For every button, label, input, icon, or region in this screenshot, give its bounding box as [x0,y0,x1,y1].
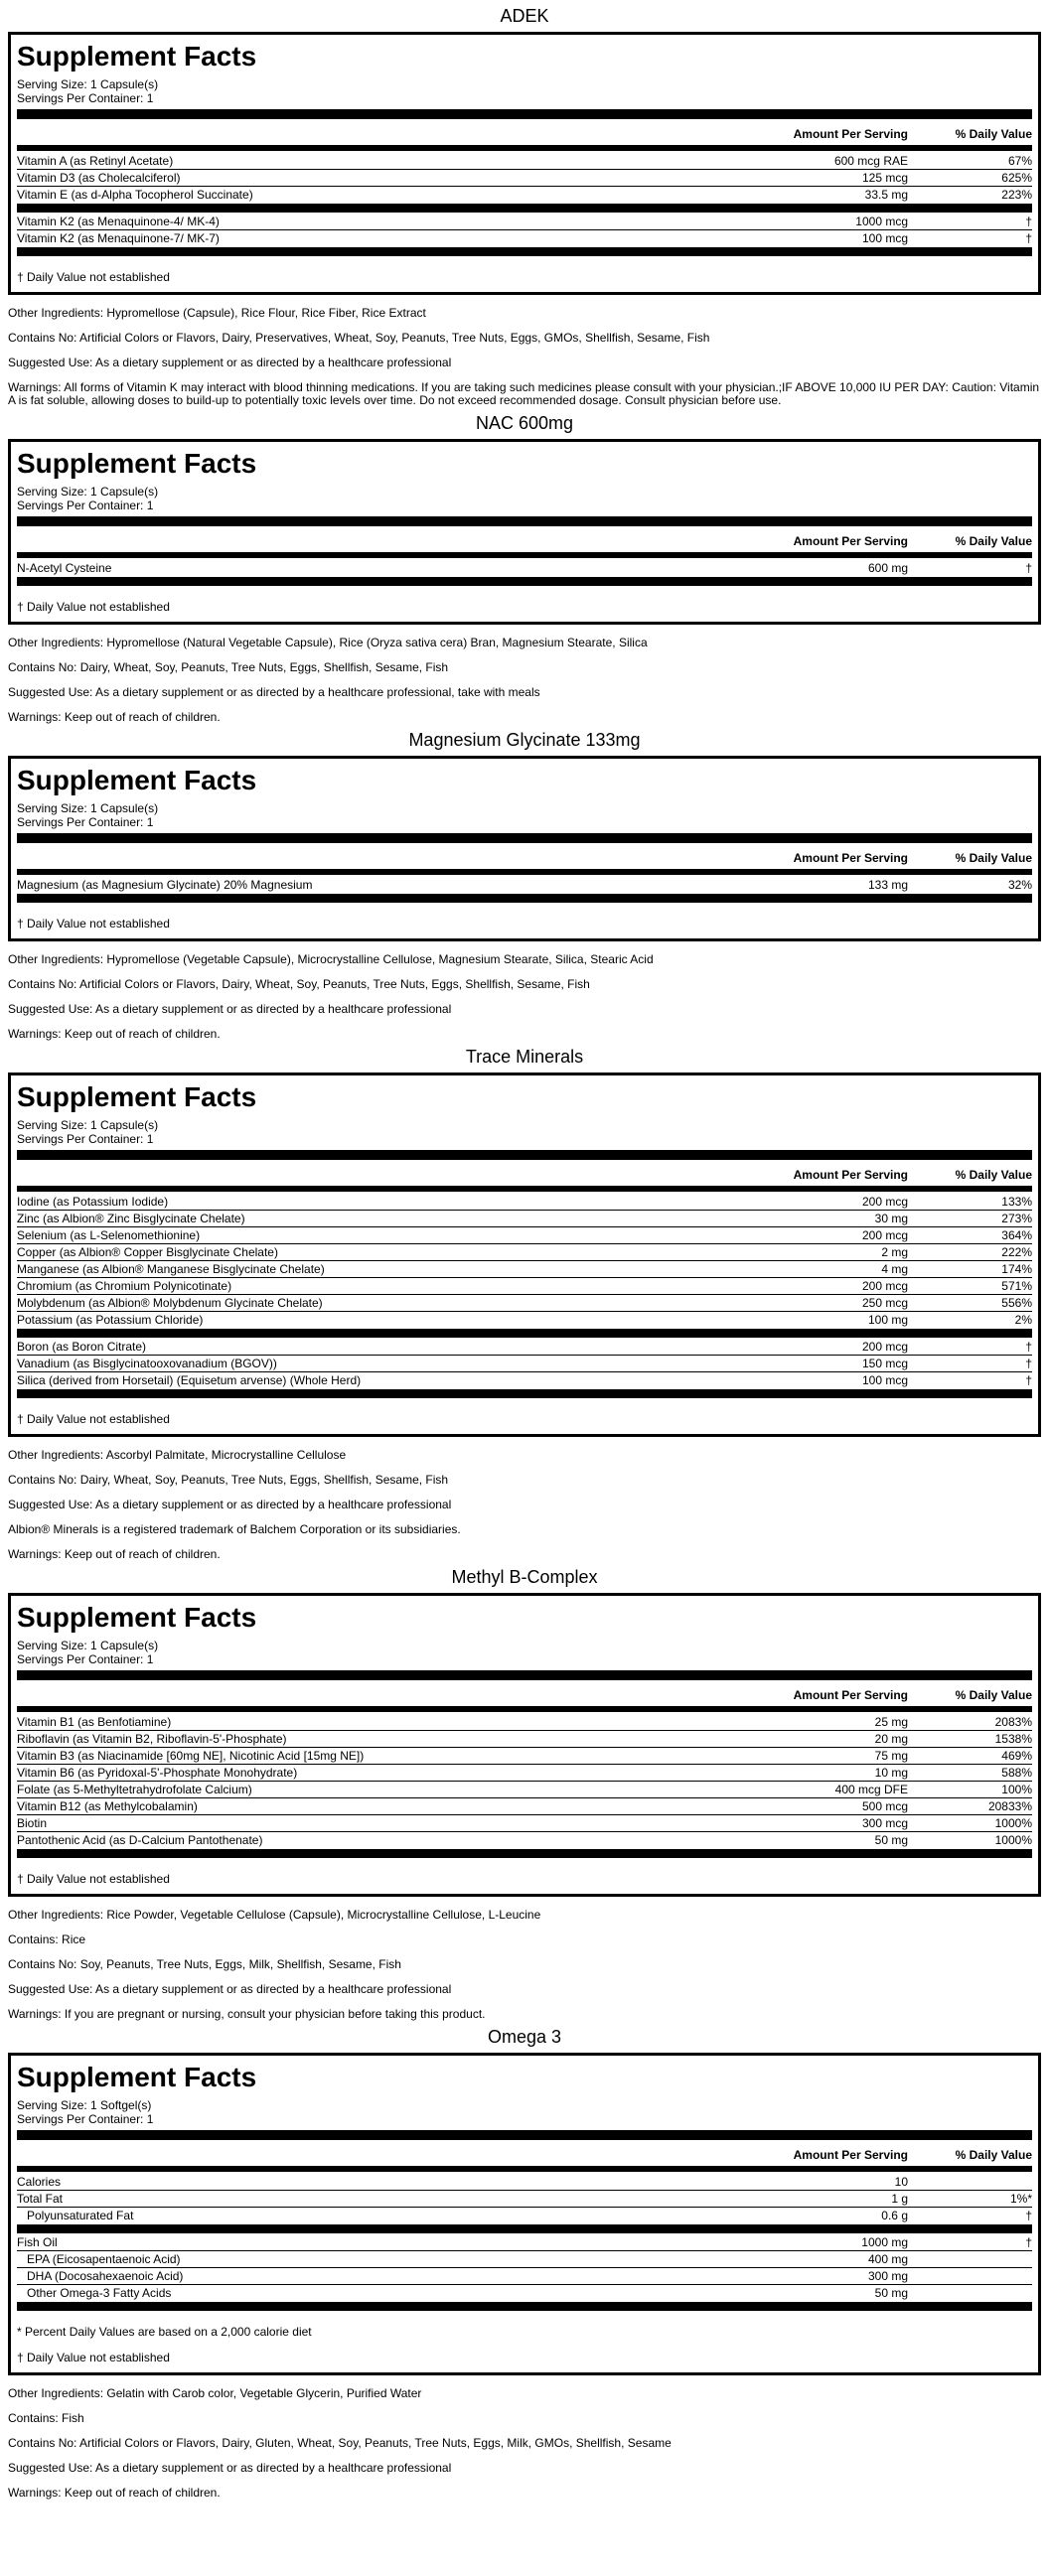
column-header-daily-value: % Daily Value [955,127,1032,141]
facts-title: Supplement Facts [17,41,257,72]
column-header-amount: Amount Per Serving [793,2148,908,2162]
nutrient-daily-value: 1%* [1009,2192,1032,2206]
facts-title: Supplement Facts [17,1602,257,1633]
product-notes [0,1449,1049,1561]
nutrient-daily-value: 273% [1001,1212,1032,1225]
servings-per-container: Servings Per Container: 1 [17,91,154,105]
nutrient-row [17,1731,1032,1748]
nutrient-amount: 33.5 mg [864,188,908,202]
nutrient-daily-value: 2% [1014,1313,1032,1327]
column-header-row [17,1684,1032,1703]
nutrient-amount: 1 g [891,2192,908,2206]
note-text: Other Ingredients: Hypromellose (Vegetable Capsule), Microcrystalline Cellulose, Magnesium Stearate, Silica, Stearic Acid [8,952,654,966]
nutrient-row [17,1295,1032,1312]
nutrient-name: N-Acetyl Cysteine [17,561,112,575]
facts-title: Supplement Facts [17,765,257,795]
nutrient-row [17,214,1032,230]
nutrient-row [17,1261,1032,1278]
nutrient-name: Biotin [17,1816,48,1830]
nutrient-name: Total Fat [17,2192,64,2206]
nutrient-amount: 600 mg [867,561,908,575]
divider-medium [17,1706,1032,1712]
nutrient-row [17,230,1032,246]
note-text: Contains No: Artificial Colors or Flavors, Dairy, Wheat, Soy, Peanuts, Tree Nuts, Eggs, Shellfish, Sesame, Fish [8,977,590,991]
divider-thick [17,833,1032,843]
nutrient-name: EPA (Eicosapentaenoic Acid) [27,2252,181,2266]
column-header-spacer [17,1688,779,1703]
nutrient-name: Pantothenic Acid (as D-Calcium Pantothenate) [17,1833,263,1847]
note-text: Other Ingredients: Ascorbyl Palmitate, Microcrystalline Cellulose [8,1448,347,1462]
nutrient-name: Riboflavin (as Vitamin B2, Riboflavin-5'-Phosphate) [17,1732,287,1746]
nutrient-amount: 100 mcg [861,231,908,245]
product-title: Omega 3 [487,2027,562,2047]
nutrient-row [17,1832,1032,1848]
nutrient-name: DHA (Docosahexaenoic Acid) [27,2269,184,2283]
nutrient-daily-value: 1538% [994,1732,1032,1746]
note-text: Contains No: Dairy, Wheat, Soy, Peanuts, Tree Nuts, Eggs, Shellfish, Sesame, Fish [8,660,449,674]
product-section [0,2025,1049,2500]
nutrient-amount: 10 [894,2175,908,2189]
divider-thick [17,109,1032,119]
column-header-row [17,2144,1032,2163]
supplement-facts-panel [8,439,1041,625]
nutrient-daily-value: 32% [1007,878,1032,892]
nutrient-row [17,2285,1032,2301]
column-header-amount: Amount Per Serving [793,1688,908,1702]
serving-size: Serving Size: 1 Capsule(s) [17,77,159,91]
nutrient-name: Calories [17,2175,62,2189]
nutrient-daily-value: 223% [1001,188,1032,202]
nutrient-amount: 400 mcg DFE [834,1783,908,1796]
divider-thick [17,1670,1032,1680]
column-header-daily-value: % Daily Value [955,1688,1032,1702]
nutrient-daily-value [908,2252,1032,2267]
nutrient-daily-value: 67% [1007,154,1032,168]
nutrient-amount: 20 mg [874,1732,908,1746]
divider-medium [17,145,1032,151]
divider-thick [17,1150,1032,1160]
footnote-daily-value: † Daily Value not established [17,1412,170,1426]
nutrient-name: Chromium (as Chromium Polynicotinate) [17,1279,232,1293]
nutrient-daily-value [908,2269,1032,2284]
nutrient-name: Vitamin K2 (as Menaquinone-4/ MK-4) [17,215,220,228]
note-text: Contains: Fish [8,2411,84,2425]
nutrient-amount: 100 mcg [861,1373,908,1387]
servings-per-container: Servings Per Container: 1 [17,499,154,512]
nutrient-daily-value: 625% [1001,171,1032,185]
nutrient-row [17,1278,1032,1295]
note-text: Warnings: Keep out of reach of children. [8,1027,221,1041]
nutrient-amount: 125 mcg [861,171,908,185]
nutrient-daily-value: † [1025,561,1032,575]
divider-thick [17,516,1032,526]
nutrient-daily-value: 2083% [994,1715,1032,1729]
nutrient-row [17,2234,1032,2251]
product-section [0,728,1049,1041]
note-text: Other Ingredients: Gelatin with Carob color, Vegetable Glycerin, Purified Water [8,2386,422,2400]
product-notes [0,2387,1049,2500]
nutrient-row [17,1714,1032,1731]
nutrient-name: Vitamin B12 (as Methylcobalamin) [17,1799,198,1813]
nutrient-name: Copper (as Albion® Copper Bisglycinate Chelate) [17,1245,278,1259]
note-text: Suggested Use: As a dietary supplement or as directed by a healthcare professional [8,356,452,369]
note-text: Suggested Use: As a dietary supplement or as directed by a healthcare professional [8,2461,452,2475]
divider-section [17,577,1032,586]
nutrient-row [17,1782,1032,1798]
nutrient-amount: 200 mcg [861,1195,908,1209]
nutrient-daily-value [908,2175,1032,2190]
divider-medium [17,869,1032,875]
nutrient-amount: 300 mg [867,2269,908,2283]
column-header-daily-value: % Daily Value [955,2148,1032,2162]
product-title: ADEK [500,6,549,26]
nutrient-name: Other Omega-3 Fatty Acids [27,2286,172,2300]
nutrient-amount: 100 mg [867,1313,908,1327]
note-text: Contains No: Artificial Colors or Flavors, Dairy, Gluten, Wheat, Soy, Peanuts, Tree Nuts, Eggs, Milk, GMOs, Shellfish, Sesame [8,2436,672,2450]
nutrient-name: Vitamin K2 (as Menaquinone-7/ MK-7) [17,231,220,245]
footnote-daily-value: † Daily Value not established [17,270,170,284]
footnote-daily-value: † Daily Value not established [17,600,170,614]
serving-size: Serving Size: 1 Softgel(s) [17,2098,152,2112]
nutrient-amount: 25 mg [874,1715,908,1729]
servings-per-container: Servings Per Container: 1 [17,815,154,829]
nutrient-name: Vanadium (as Bisglycinatooxovanadium (BGOV)) [17,1357,277,1370]
column-header-daily-value: % Daily Value [955,851,1032,865]
nutrient-amount: 10 mg [874,1766,908,1780]
note-text: Contains No: Dairy, Wheat, Soy, Peanuts, Tree Nuts, Eggs, Shellfish, Sesame, Fish [8,1473,449,1487]
nutrient-name: Selenium (as L-Selenomethionine) [17,1228,201,1242]
divider-section [17,1389,1032,1398]
serving-size: Serving Size: 1 Capsule(s) [17,1639,159,1652]
nutrient-daily-value: 1000% [994,1816,1032,1830]
nutrient-amount: 4 mg [881,1262,908,1276]
column-header-row [17,1164,1032,1183]
nutrient-daily-value: † [1025,1357,1032,1370]
nutrient-daily-value: 1000% [994,1833,1032,1847]
nutrient-daily-value: 20833% [987,1799,1032,1813]
nutrient-name: Magnesium (as Magnesium Glycinate) 20% Magnesium [17,878,313,892]
note-text: Contains No: Soy, Peanuts, Tree Nuts, Eggs, Milk, Shellfish, Sesame, Fish [8,1957,401,1971]
column-header-amount: Amount Per Serving [793,534,908,548]
footnote: * Percent Daily Values are based on a 2,000 calorie diet [17,2325,312,2339]
column-header-spacer [17,1168,779,1183]
column-header-spacer [17,127,779,142]
nutrient-amount: 50 mg [874,2286,908,2300]
facts-title: Supplement Facts [17,448,257,479]
nutrient-row [17,2191,1032,2208]
nutrient-amount: 200 mcg [861,1340,908,1354]
nutrient-row [17,1748,1032,1765]
column-header-row [17,123,1032,142]
note-text: Warnings: Keep out of reach of children. [8,710,221,724]
supplement-facts-panel [8,756,1041,941]
nutrient-amount: 200 mcg [861,1279,908,1293]
column-header-amount: Amount Per Serving [793,1168,908,1182]
note-text: Other Ingredients: Hypromellose (Capsule), Rice Flour, Rice Fiber, Rice Extract [8,306,426,320]
nutrient-amount: 1000 mcg [855,215,908,228]
column-header-spacer [17,851,779,866]
nutrient-amount: 300 mcg [861,1816,908,1830]
nutrient-daily-value: 174% [1001,1262,1032,1276]
nutrient-row [17,170,1032,187]
nutrient-amount: 1000 mg [861,2235,908,2249]
note-text: Suggested Use: As a dietary supplement or as directed by a healthcare professional [8,1002,452,1016]
nutrient-row [17,2174,1032,2191]
supplement-facts-document [0,4,1049,2500]
nutrient-name: Silica (derived from Horsetail) (Equisetum arvense) (Whole Herd) [17,1373,362,1387]
nutrient-amount: 150 mcg [861,1357,908,1370]
nutrient-daily-value: † [1025,215,1032,228]
nutrient-row [17,1194,1032,1211]
nutrient-daily-value: 571% [1001,1279,1032,1293]
nutrient-row [17,1312,1032,1328]
nutrient-name: Vitamin B1 (as Benfotiamine) [17,1715,172,1729]
note-text: Contains: Rice [8,1932,86,1946]
product-notes [0,307,1049,407]
nutrient-row [17,1356,1032,1372]
product-section [0,1045,1049,1561]
nutrient-name: Folate (as 5-Methyltetrahydrofolate Calcium) [17,1783,252,1796]
nutrient-name: Manganese (as Albion® Manganese Bisglycinate Chelate) [17,1262,325,1276]
divider-section [17,2302,1032,2311]
divider-section [17,894,1032,903]
divider-medium [17,2166,1032,2172]
nutrient-amount: 133 mg [867,878,908,892]
nutrient-daily-value: 133% [1001,1195,1032,1209]
nutrient-amount: 400 mg [867,2252,908,2266]
column-header-daily-value: % Daily Value [955,534,1032,548]
nutrient-row [17,1765,1032,1782]
nutrient-row [17,153,1032,170]
column-header-daily-value: % Daily Value [955,1168,1032,1182]
nutrient-name: Potassium (as Potassium Chloride) [17,1313,204,1327]
nutrient-name: Molybdenum (as Albion® Molybdenum Glycinate Chelate) [17,1296,323,1310]
nutrient-row [17,1815,1032,1832]
note-text: Albion® Minerals is a registered trademark of Balchem Corporation or its subsidiaries. [8,1522,461,1536]
nutrient-name: Vitamin D3 (as Cholecalciferol) [17,171,181,185]
nutrient-daily-value: 588% [1001,1766,1032,1780]
nutrient-daily-value: 222% [1001,1245,1032,1259]
nutrient-daily-value: † [1025,1340,1032,1354]
nutrient-daily-value: † [1025,231,1032,245]
nutrient-row [17,560,1032,576]
note-text: Suggested Use: As a dietary supplement or as directed by a healthcare professional [8,1498,452,1511]
nutrient-daily-value: † [1025,1373,1032,1387]
product-notes [0,953,1049,1041]
nutrient-row [17,877,1032,893]
nutrient-row [17,1244,1032,1261]
nutrient-name: Vitamin B6 (as Pyridoxal-5'-Phosphate Monohydrate) [17,1766,298,1780]
divider-medium [17,1186,1032,1192]
nutrient-daily-value: † [1025,2209,1032,2222]
footnote-daily-value: † Daily Value not established [17,1872,170,1886]
serving-size: Serving Size: 1 Capsule(s) [17,801,159,815]
serving-size: Serving Size: 1 Capsule(s) [17,485,159,499]
nutrient-amount: 75 mg [874,1749,908,1763]
divider-thick [17,2130,1032,2140]
nutrient-row [17,1227,1032,1244]
nutrient-row [17,1372,1032,1388]
nutrient-row [17,2208,1032,2223]
divider-section [17,247,1032,256]
nutrient-name: Iodine (as Potassium Iodide) [17,1195,169,1209]
note-text: Warnings: All forms of Vitamin K may interact with blood thinning medications. If you are taking such medicines please consult with your physician.;IF ABOVE 10,000 IU PER DAY: Caution: Vitamin A is fat soluble, allowing doses to build-up to potentially toxic levels over time. Do not exceed recommended dosage. Consult physician before use. [8,380,1040,407]
divider-section [17,1329,1032,1338]
divider-medium [17,552,1032,558]
product-section [0,1565,1049,2021]
nutrient-daily-value: 556% [1001,1296,1032,1310]
nutrient-row [17,2268,1032,2285]
supplement-facts-panel [8,2053,1041,2375]
nutrient-daily-value: 100% [1001,1783,1032,1796]
product-section [0,411,1049,724]
nutrient-daily-value: 364% [1001,1228,1032,1242]
nutrient-name: Vitamin A (as Retinyl Acetate) [17,154,174,168]
nutrient-daily-value: 469% [1001,1749,1032,1763]
servings-per-container: Servings Per Container: 1 [17,1652,154,1666]
facts-title: Supplement Facts [17,1081,257,1112]
nutrient-daily-value [908,2286,1032,2301]
note-text: Other Ingredients: Rice Powder, Vegetable Cellulose (Capsule), Microcrystalline Cellulose, L-Leucine [8,1908,541,1922]
nutrient-amount: 50 mg [874,1833,908,1847]
note-text: Other Ingredients: Hypromellose (Natural Vegetable Capsule), Rice (Oryza sativa cera) Bran, Magnesium Stearate, Silica [8,636,648,649]
column-header-amount: Amount Per Serving [793,127,908,141]
product-notes [0,637,1049,724]
column-header-row [17,847,1032,866]
product-title: Magnesium Glycinate 133mg [408,730,641,750]
nutrient-amount: 200 mcg [861,1228,908,1242]
supplement-facts-panel [8,1593,1041,1897]
note-text: Warnings: Keep out of reach of children. [8,1547,221,1561]
nutrient-amount: 2 mg [881,1245,908,1259]
nutrient-name: Vitamin B3 (as Niacinamide [60mg NE], Nicotinic Acid [15mg NE]) [17,1749,365,1763]
column-header-amount: Amount Per Serving [793,851,908,865]
note-text: Suggested Use: As a dietary supplement or as directed by a healthcare professional, take with meals [8,685,540,699]
nutrient-name: Polyunsaturated Fat [27,2209,134,2222]
servings-per-container: Servings Per Container: 1 [17,1132,154,1146]
divider-section [17,1849,1032,1858]
note-text: Suggested Use: As a dietary supplement or as directed by a healthcare professional [8,1982,452,1996]
nutrient-name: Fish Oil [17,2235,58,2249]
facts-title: Supplement Facts [17,2062,257,2092]
column-header-spacer [17,2148,779,2163]
note-text: Contains No: Artificial Colors or Flavors, Dairy, Preservatives, Wheat, Soy, Peanuts, Tree Nuts, Eggs, GMOs, Shellfish, Sesame, Fish [8,331,710,345]
nutrient-amount: 600 mcg RAE [833,154,908,168]
nutrient-row [17,187,1032,203]
nutrient-name: Vitamin E (as d-Alpha Tocopherol Succinate) [17,188,253,202]
serving-size: Serving Size: 1 Capsule(s) [17,1118,159,1132]
nutrient-row [17,1798,1032,1815]
servings-per-container: Servings Per Container: 1 [17,2112,154,2126]
nutrient-amount: 30 mg [874,1212,908,1225]
nutrient-amount: 250 mcg [861,1296,908,1310]
product-title: Methyl B-Complex [451,1567,598,1587]
nutrient-row [17,2251,1032,2268]
nutrient-daily-value: † [1025,2235,1032,2249]
supplement-facts-panel [8,32,1041,295]
nutrient-row [17,1339,1032,1356]
product-notes [0,1909,1049,2021]
supplement-facts-panel [8,1073,1041,1437]
product-title: NAC 600mg [475,413,574,433]
nutrient-amount: 500 mcg [861,1799,908,1813]
note-text: Warnings: Keep out of reach of children. [8,2486,221,2500]
column-header-row [17,530,1032,549]
product-section [0,4,1049,407]
footnote-daily-value: † Daily Value not established [17,2351,170,2364]
nutrient-name: Boron (as Boron Citrate) [17,1340,147,1354]
note-text: Warnings: If you are pregnant or nursing, consult your physician before taking this product. [8,2007,486,2021]
nutrient-row [17,1211,1032,1227]
column-header-spacer [17,534,779,549]
product-title: Trace Minerals [465,1047,584,1067]
footnote-daily-value: † Daily Value not established [17,917,170,930]
nutrient-amount: 0.6 g [881,2209,908,2222]
nutrient-name: Zinc (as Albion® Zinc Bisglycinate Chelate) [17,1212,245,1225]
divider-section [17,204,1032,213]
divider-section [17,2224,1032,2233]
